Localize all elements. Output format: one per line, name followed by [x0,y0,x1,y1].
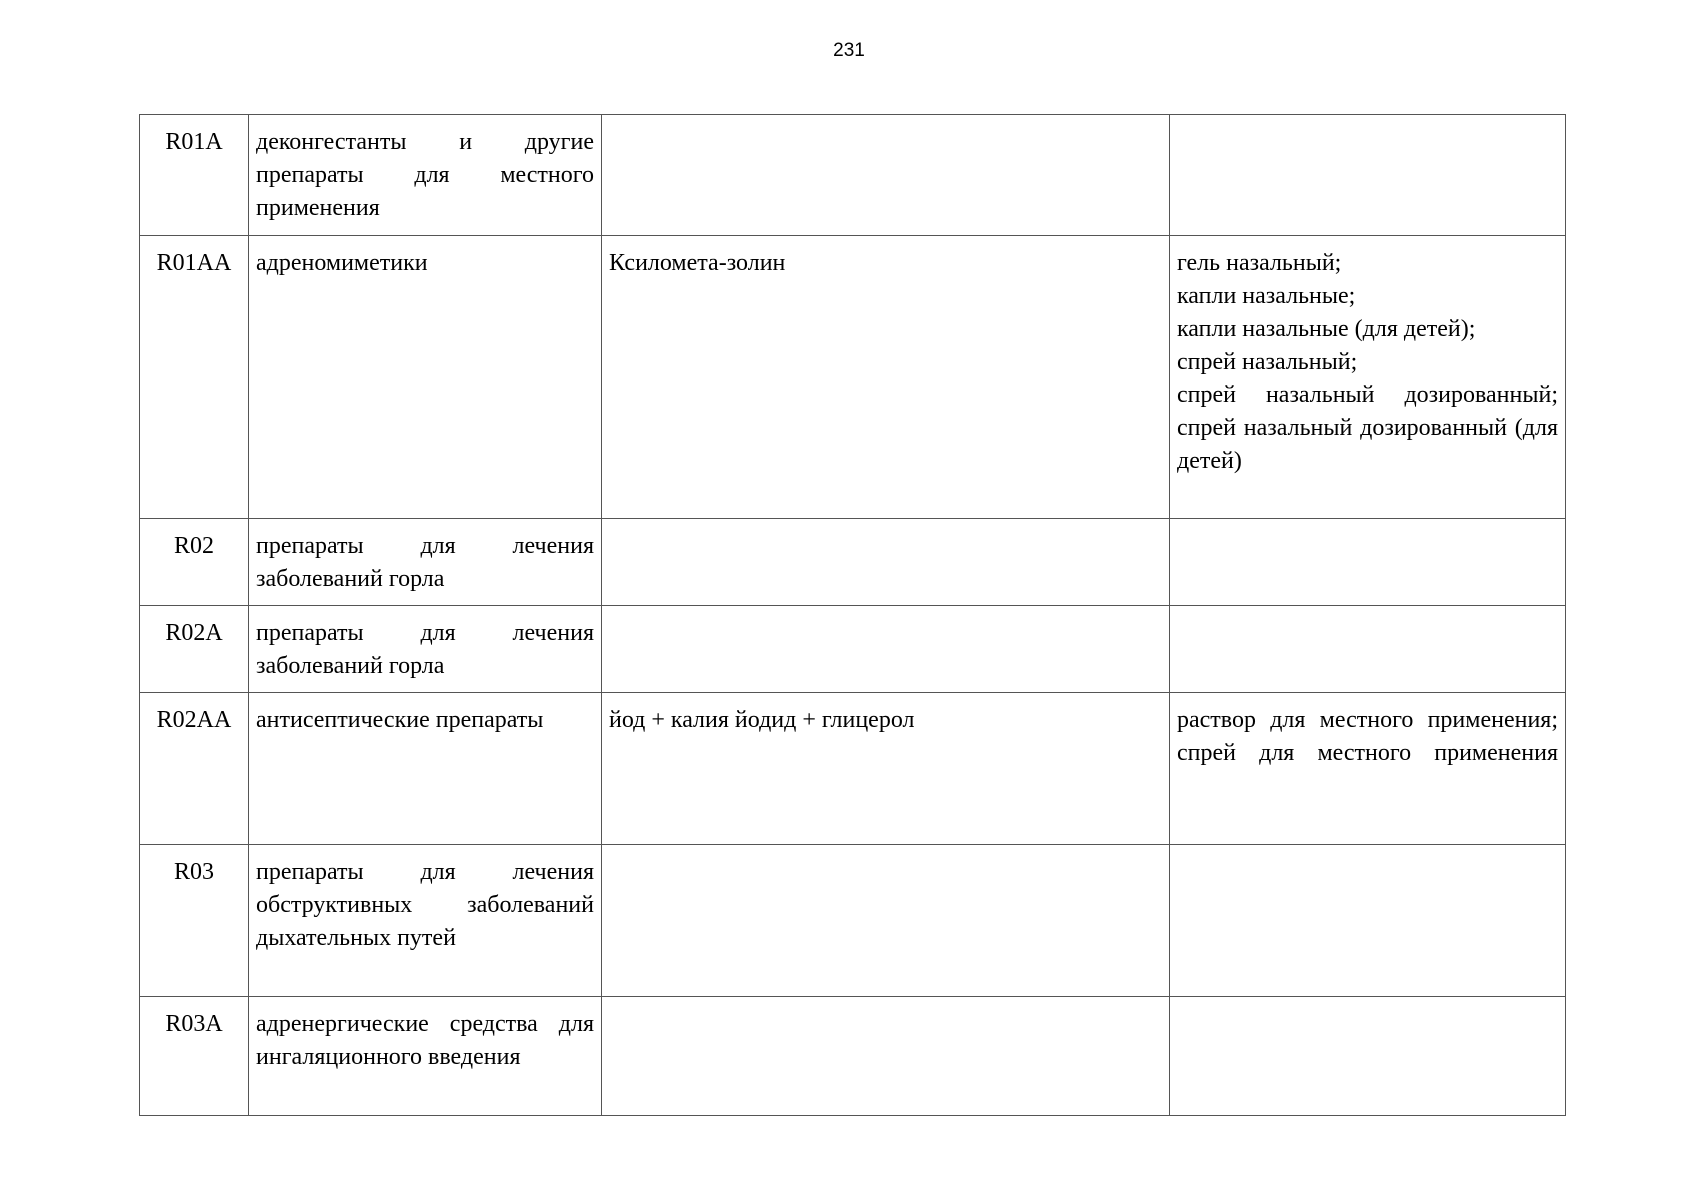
group-name: антисептические препараты [256,707,544,733]
dosage-forms-cell [1170,845,1566,997]
drug-name-cell [602,845,1170,997]
dosage-forms-cell [1170,693,1566,845]
drug-name: Ксиломета-золин [609,250,786,276]
dosage-form: гель назальный; [1177,250,1342,276]
dosage-forms-cell [1170,606,1566,693]
dosage-forms-cell [1170,115,1566,236]
group-name-cell [249,519,602,606]
group-name-cell [249,606,602,693]
table-row [140,693,1566,845]
table-row [140,115,1566,236]
group-name: деконгестанты и другие препараты для местного применения [256,129,594,221]
group-name: адренергические средства для ингаляционного введения [256,1011,594,1070]
dosage-form: капли назальные (для детей); [1177,316,1476,342]
atc-code: R02 [173,533,214,559]
atc-code: R03A [165,1011,223,1037]
atc-code-cell [140,519,249,606]
atc-code-cell [140,606,249,693]
atc-code-cell [140,236,249,519]
page-number: 231 [833,40,865,61]
group-name-cell [249,693,602,845]
group-name: адреномиметики [256,250,428,276]
drug-name-cell [602,693,1170,845]
group-name: препараты для лечения заболеваний горла [256,620,594,679]
drug-name-cell [602,519,1170,606]
table-row [140,519,1566,606]
drug-name-cell [602,115,1170,236]
atc-code: R03 [173,859,214,885]
group-name: препараты для лечения обструктивных заболеваний дыхательных путей [256,859,594,951]
dosage-forms-cell [1170,519,1566,606]
dosage-form: раствор для местного применения; [1177,707,1558,733]
group-name: препараты для лечения заболеваний горла [256,533,594,592]
atc-code: R01A [165,129,223,155]
dosage-form: спрей для местного применения [1177,740,1558,766]
dosage-form: спрей назальный дозированный; [1177,382,1558,408]
drug-name: йод + калия йодид + глицерол [609,707,915,733]
group-name-cell [249,845,602,997]
atc-code: R01AA [156,250,232,276]
atc-code: R02AA [156,707,232,733]
atc-code-cell [140,115,249,236]
table-row [140,997,1566,1116]
atc-code-cell [140,845,249,997]
dosage-form: спрей назальный; [1177,349,1358,375]
dosage-forms-cell [1170,236,1566,519]
drug-name-cell [602,236,1170,519]
table-row [140,236,1566,519]
group-name-cell [249,236,602,519]
dosage-form: капли назальные; [1177,283,1356,309]
dosage-forms-cell [1170,997,1566,1116]
drug-table [139,114,1566,1116]
dosage-form: спрей назальный дозированный (для детей) [1177,415,1558,474]
group-name-cell [249,997,602,1116]
atc-code-cell [140,693,249,845]
drug-name-cell [602,997,1170,1116]
table-row [140,845,1566,997]
atc-code-cell [140,997,249,1116]
group-name-cell [249,115,602,236]
drug-name-cell [602,606,1170,693]
atc-code: R02A [165,620,223,646]
table-row [140,606,1566,693]
